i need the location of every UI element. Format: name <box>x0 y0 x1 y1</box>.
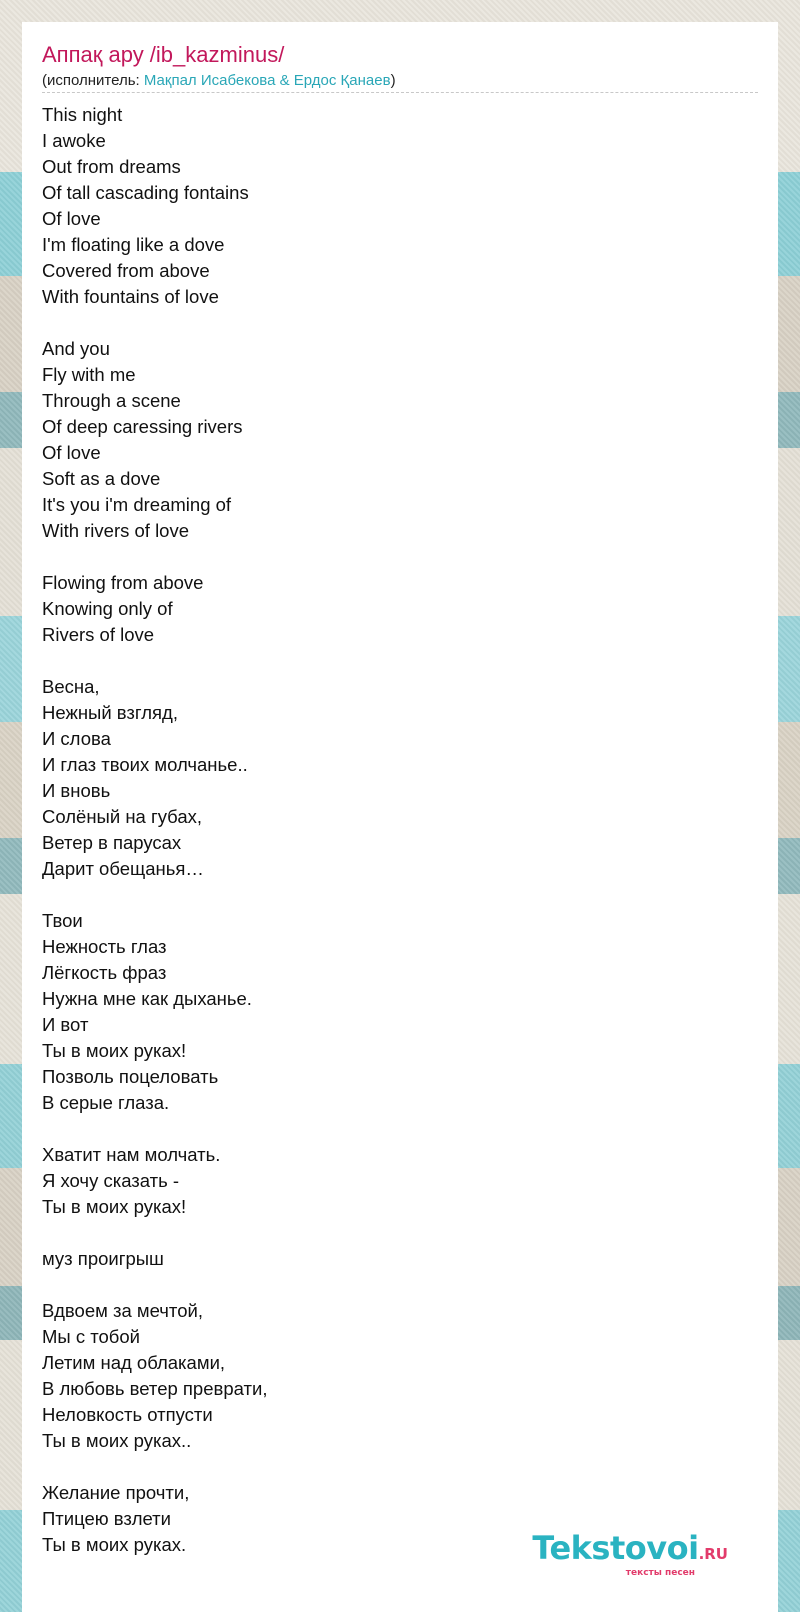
lyric-line: Of tall cascading fontains <box>42 182 249 203</box>
lyric-line: Ты в моих руках.. <box>42 1430 192 1451</box>
lyric-line: Fly with me <box>42 364 136 385</box>
lyric-line: Ветер в парусах <box>42 832 182 853</box>
lyric-line: Дарит обещанья… <box>42 858 204 879</box>
artist-line <box>42 72 396 89</box>
stanza-break <box>42 648 742 674</box>
lyric-line: И вновь <box>42 780 111 801</box>
lyric-line: Knowing only of <box>42 598 173 619</box>
lyric-line: В любовь ветер преврати, <box>42 1378 268 1399</box>
lyric-line: Of love <box>42 208 101 229</box>
lyric-line: Хватит нам молчать. <box>42 1144 221 1165</box>
lyric-line: И слова <box>42 728 111 749</box>
lyric-line: Солёный на губах, <box>42 806 203 827</box>
lyric-line: Of deep caressing rivers <box>42 416 243 437</box>
lyric-line: Лёгкость фраз <box>42 962 167 983</box>
artist-suffix: ) <box>390 72 396 89</box>
lyric-line: Covered from above <box>42 260 210 281</box>
lyric-line: Твои <box>42 910 83 931</box>
lyric-line: Нежность глаз <box>42 936 167 957</box>
site-logo[interactable] <box>532 1529 728 1578</box>
lyric-line: Out from dreams <box>42 156 181 177</box>
stanza-break <box>42 544 742 570</box>
lyric-line: Soft as a dove <box>42 468 161 489</box>
logo-suffix: .RU <box>698 1545 728 1563</box>
lyric-line: Мы с тобой <box>42 1326 141 1347</box>
stanza-break <box>42 1454 742 1480</box>
lyric-line: В серые глаза. <box>42 1092 170 1113</box>
lyric-line: И вот <box>42 1014 89 1035</box>
stanza-break <box>42 1220 742 1246</box>
lyric-line: Желание прочти, <box>42 1482 190 1503</box>
stanza-break <box>42 310 742 336</box>
lyric-line: Ты в моих руках! <box>42 1040 187 1061</box>
artist-prefix: (исполнитель: <box>42 72 144 89</box>
lyric-line: This night <box>42 104 123 125</box>
lyric-line: It's you i'm dreaming of <box>42 494 232 515</box>
lyric-line: Through a scene <box>42 390 181 411</box>
lyric-line: Я хочу сказать - <box>42 1170 180 1191</box>
lyric-line: Птицею взлети <box>42 1508 171 1529</box>
lyrics-card <box>22 22 778 1612</box>
lyric-line: Нежный взгляд, <box>42 702 178 723</box>
lyric-line: Of love <box>42 442 101 463</box>
stanza-break <box>42 1116 742 1142</box>
stanza-break <box>42 882 742 908</box>
lyric-line: Неловкость отпусти <box>42 1404 213 1425</box>
artist-link[interactable]: Мақпал Исабекова & Ердос Қанаев <box>143 72 391 89</box>
lyric-line: Нужна мне как дыханье. <box>42 988 252 1009</box>
lyric-line: Позволь поцеловать <box>42 1066 219 1087</box>
lyric-line: Вдвоем за мечтой, <box>42 1300 203 1321</box>
lyric-line: Весна, <box>42 676 100 697</box>
lyric-line: Ты в моих руках. <box>42 1534 187 1555</box>
lyric-line: With rivers of love <box>42 520 190 541</box>
lyric-line: муз проигрыш <box>42 1248 164 1269</box>
logo-name: Tekstovoi <box>532 1529 699 1567</box>
lyric-line: And you <box>42 338 110 359</box>
logo-tagline: тексты песен <box>625 1568 695 1578</box>
lyric-line: With fountains of love <box>42 286 219 307</box>
lyric-line: I awoke <box>42 130 106 151</box>
lyric-line: Rivers of love <box>42 624 155 645</box>
lyric-line: Летим над облаками, <box>42 1352 226 1373</box>
lyric-line: Ты в моих руках! <box>42 1196 187 1217</box>
stanza-break <box>42 1272 742 1298</box>
lyric-line: I'm floating like a dove <box>42 234 225 255</box>
song-title: Аппақ ару /ib_kazminus/ <box>42 42 285 67</box>
lyric-line: Flowing from above <box>42 572 204 593</box>
title-divider <box>42 92 758 93</box>
lyrics-body <box>42 102 742 1558</box>
lyric-line: И глаз твоих молчанье.. <box>42 754 248 775</box>
